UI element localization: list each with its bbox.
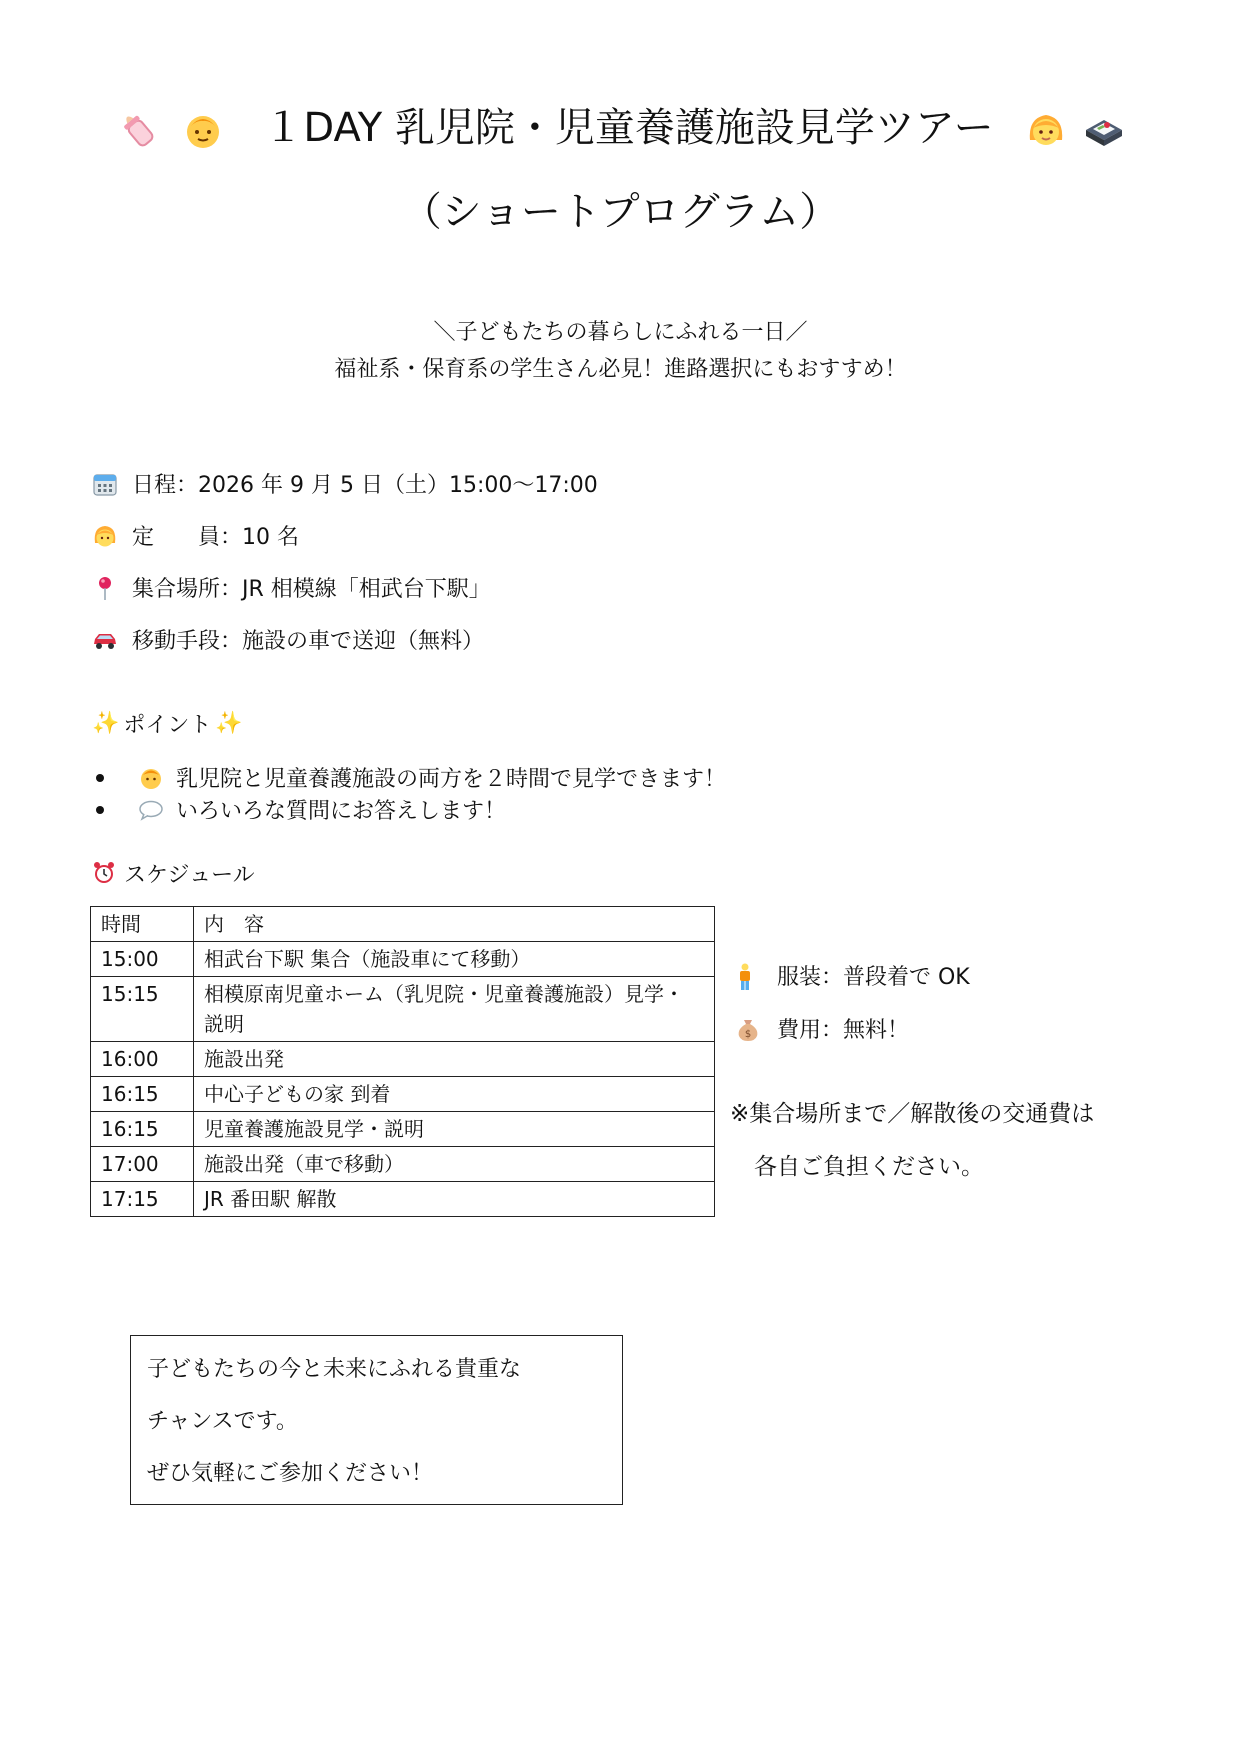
car-icon	[92, 627, 118, 653]
list-item	[92, 762, 726, 793]
cell-time: 16:15	[91, 1077, 194, 1112]
table-header-row	[91, 907, 715, 942]
table-row	[91, 1042, 715, 1077]
bullet-dot	[96, 806, 104, 814]
speech-bubble-icon	[138, 797, 164, 823]
cell-time: 17:00	[91, 1147, 194, 1182]
detail-transport-text: 移動手段：施設の車で送迎（無料）	[132, 629, 485, 654]
closing-line2: チャンスです。	[147, 1409, 298, 1434]
calendar-icon	[92, 471, 118, 497]
page-title	[0, 96, 1241, 153]
alarm-clock-icon	[92, 861, 118, 887]
detail-capacity	[92, 520, 299, 551]
cell-content: 施設出発（車で移動）	[194, 1147, 715, 1182]
person-icon	[735, 963, 761, 989]
points-heading-text: ポイント	[123, 713, 212, 738]
detail-date-text: 日程：2026 年 9 月 5 日（土）15:00〜17:00	[132, 473, 598, 498]
cell-time: 16:00	[91, 1042, 194, 1077]
detail-date	[92, 468, 598, 499]
detail-meeting-place-text: 集合場所：JR 相模線「相武台下駅」	[132, 577, 491, 602]
detail-meeting-place	[92, 572, 491, 603]
baby-icon	[183, 110, 223, 150]
side-cost	[735, 1013, 909, 1044]
table-row	[91, 1077, 715, 1112]
list-item	[92, 794, 506, 825]
side-dress	[735, 960, 970, 991]
svg-text:$: $	[744, 1028, 752, 1040]
cell-content: 相武台下駅 集合（施設車にて移動）	[194, 942, 715, 977]
sparkles-icon: ✨	[215, 711, 243, 736]
baby-icon	[138, 765, 164, 791]
table-row	[91, 942, 715, 977]
note-line1: ※集合場所まで／解散後の交通費は	[730, 1101, 1095, 1127]
bullet-dot	[96, 774, 104, 782]
title-subtitle: （ショートプログラム）	[401, 189, 840, 235]
table-row	[91, 1182, 715, 1217]
closing-message-box	[130, 1335, 623, 1505]
baby-bottle-icon	[116, 108, 160, 152]
cell-content: 相模原南児童ホーム（乳児院・児童養護施設）見学・説明	[194, 977, 715, 1042]
table-row	[91, 1147, 715, 1182]
cell-content: 施設出発	[194, 1042, 715, 1077]
cell-time: 15:00	[91, 942, 194, 977]
side-dress-text: 服装：普段着で OK	[777, 965, 970, 990]
title-line1: １DAY 乳児院・児童養護施設見学ツアー	[263, 105, 994, 151]
table-row	[91, 977, 715, 1042]
table-row	[91, 1112, 715, 1147]
child-icon	[92, 523, 118, 549]
schedule-heading	[92, 858, 255, 889]
points-heading	[92, 708, 243, 739]
cell-time: 16:15	[91, 1112, 194, 1147]
cell-content: 児童養護施設見学・説明	[194, 1112, 715, 1147]
pin-icon	[92, 575, 118, 601]
bento-icon	[1083, 110, 1125, 150]
schedule-table	[90, 906, 715, 1217]
cell-time: 17:15	[91, 1182, 194, 1217]
tagline-line1: ＼子どもたちの暮らしにふれる一日／	[433, 320, 808, 345]
detail-transport	[92, 624, 484, 655]
column-header-content: 内 容	[194, 907, 715, 942]
side-cost-text: 費用：無料！	[777, 1018, 910, 1043]
note-line2: 各自ご負担ください。	[754, 1154, 984, 1180]
closing-line3: ぜひ気軽にご参加ください！	[147, 1461, 434, 1486]
cell-content: JR 番田駅 解散	[194, 1182, 715, 1217]
cell-time: 15:15	[91, 977, 194, 1042]
point-text-1: 乳児院と児童養護施設の両方を２時間で見学できます！	[176, 767, 727, 792]
money-bag-icon	[735, 1016, 761, 1042]
tagline-line2: 福祉系・保育系の学生さん必見！進路選択にもおすすめ！	[334, 357, 907, 382]
cell-content: 中心子どもの家 到着	[194, 1077, 715, 1112]
detail-capacity-text: 定 員：10 名	[132, 525, 299, 550]
girl-icon	[1026, 110, 1066, 150]
closing-line1: 子どもたちの今と未来にふれる貴重な	[147, 1357, 522, 1382]
point-text-2: いろいろな質問にお答えします！	[176, 799, 507, 824]
column-header-time: 時間	[91, 907, 194, 942]
schedule-heading-text: スケジュール	[124, 863, 255, 888]
sparkles-icon: ✨	[92, 711, 120, 736]
